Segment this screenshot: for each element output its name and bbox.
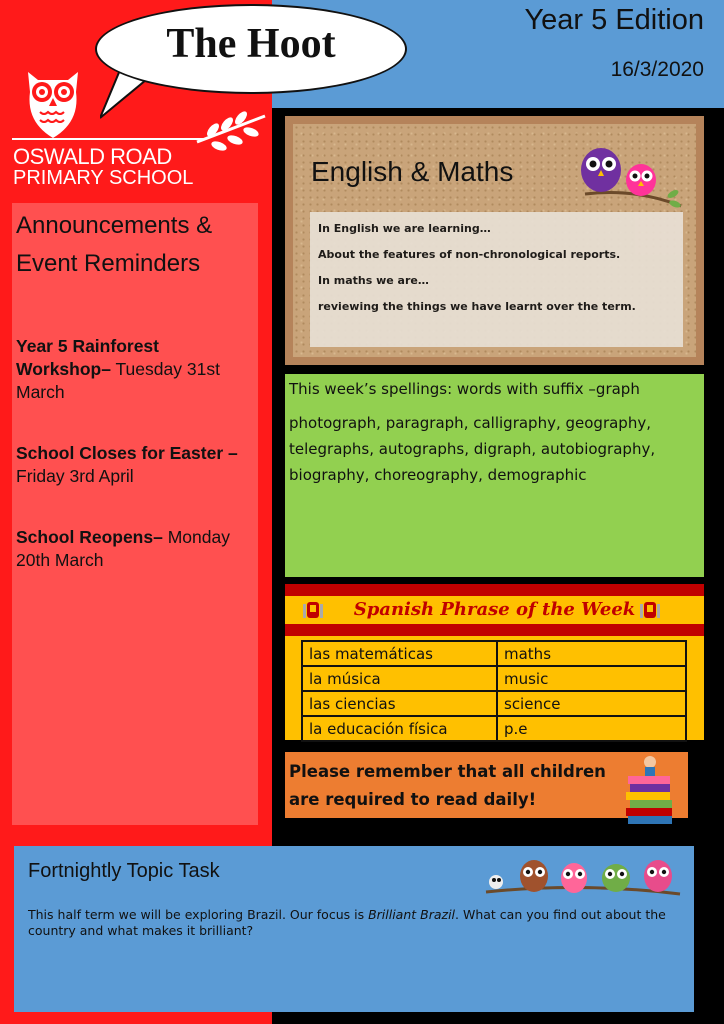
flag-stripe-top [285, 584, 704, 596]
announcements-panel [12, 203, 258, 825]
spanish-cell: la música [302, 666, 497, 691]
event-date: Friday 3rd April [16, 466, 134, 486]
event-item [16, 526, 254, 572]
event-name: School Reopens– [16, 527, 163, 547]
english-maths-notes [310, 212, 683, 347]
table-row [302, 716, 686, 741]
spellings-heading: This week’s spellings: words with suffix –graph [289, 380, 640, 398]
phrase-table [301, 640, 687, 742]
english-maths-title: English & Maths [311, 156, 514, 187]
spanish-phrase-panel [285, 584, 704, 740]
event-name: Year 5 Rainforest Workshop– [16, 336, 159, 379]
owl-row-icon [482, 852, 682, 900]
topic-task-panel [14, 846, 694, 1012]
announcements-title: Announcements & Event Reminders [16, 212, 213, 277]
spanish-cell: las matemáticas [302, 641, 497, 666]
spanish-title: Spanish Phrase of the Week [353, 599, 636, 620]
edition-label: Year 5 Edition [524, 4, 704, 36]
spanish-cell: la educación física [302, 716, 497, 741]
table-row [302, 641, 686, 666]
english-maths-line: In English we are learning… [318, 222, 491, 235]
issue-date: 16/3/2020 [610, 58, 704, 81]
topic-text [28, 907, 680, 939]
event-date: Tuesday 31st March [16, 359, 220, 402]
english-cell: music [497, 666, 686, 691]
topic-text-part: This half term we will be exploring Brazil. Our focus is [28, 907, 369, 922]
event-item [16, 335, 254, 404]
spanish-cell: las ciencias [302, 691, 497, 716]
event-date: Monday 20th March [16, 527, 230, 570]
table-row [302, 666, 686, 691]
owls-on-branch-icon [575, 138, 683, 210]
english-maths-line: reviewing the things we have learnt over the term. [318, 300, 636, 313]
english-cell: science [497, 691, 686, 716]
owl-logo-icon [18, 62, 88, 142]
spellings-words: photograph, paragraph, calligraphy, geography, telegraphs, autographs, digraph, autobiography, biography, choreography, demographic [289, 414, 656, 484]
english-cell: maths [497, 641, 686, 666]
school-name-line2: PRIMARY SCHOOL [13, 167, 194, 189]
reading-text: Please remember that all children are required to read daily! [289, 762, 606, 809]
topic-title: Fortnightly Topic Task [28, 860, 220, 882]
event-item [16, 442, 254, 488]
reading-reminder [285, 752, 688, 818]
spellings-panel [285, 374, 704, 577]
event-name: School Closes for Easter – [16, 443, 238, 463]
table-row [302, 691, 686, 716]
topic-focus: Brilliant Brazil [368, 907, 456, 922]
stack-of-books-icon [620, 750, 680, 830]
corkboard-frame [285, 116, 704, 365]
laurel-branch-icon [195, 108, 267, 154]
english-maths-line: About the features of non-chronological reports. [318, 248, 621, 261]
topic-text-part: . What can you find out about the country and what makes it brilliant? [28, 907, 666, 938]
english-maths-line: In maths we are… [318, 274, 429, 287]
flag-stripe-bottom [285, 624, 704, 636]
corkboard [293, 124, 696, 357]
school-name-line1: OSWALD ROAD [13, 144, 172, 169]
newsletter-title: The Hoot [166, 21, 336, 67]
english-cell: p.e [497, 716, 686, 741]
